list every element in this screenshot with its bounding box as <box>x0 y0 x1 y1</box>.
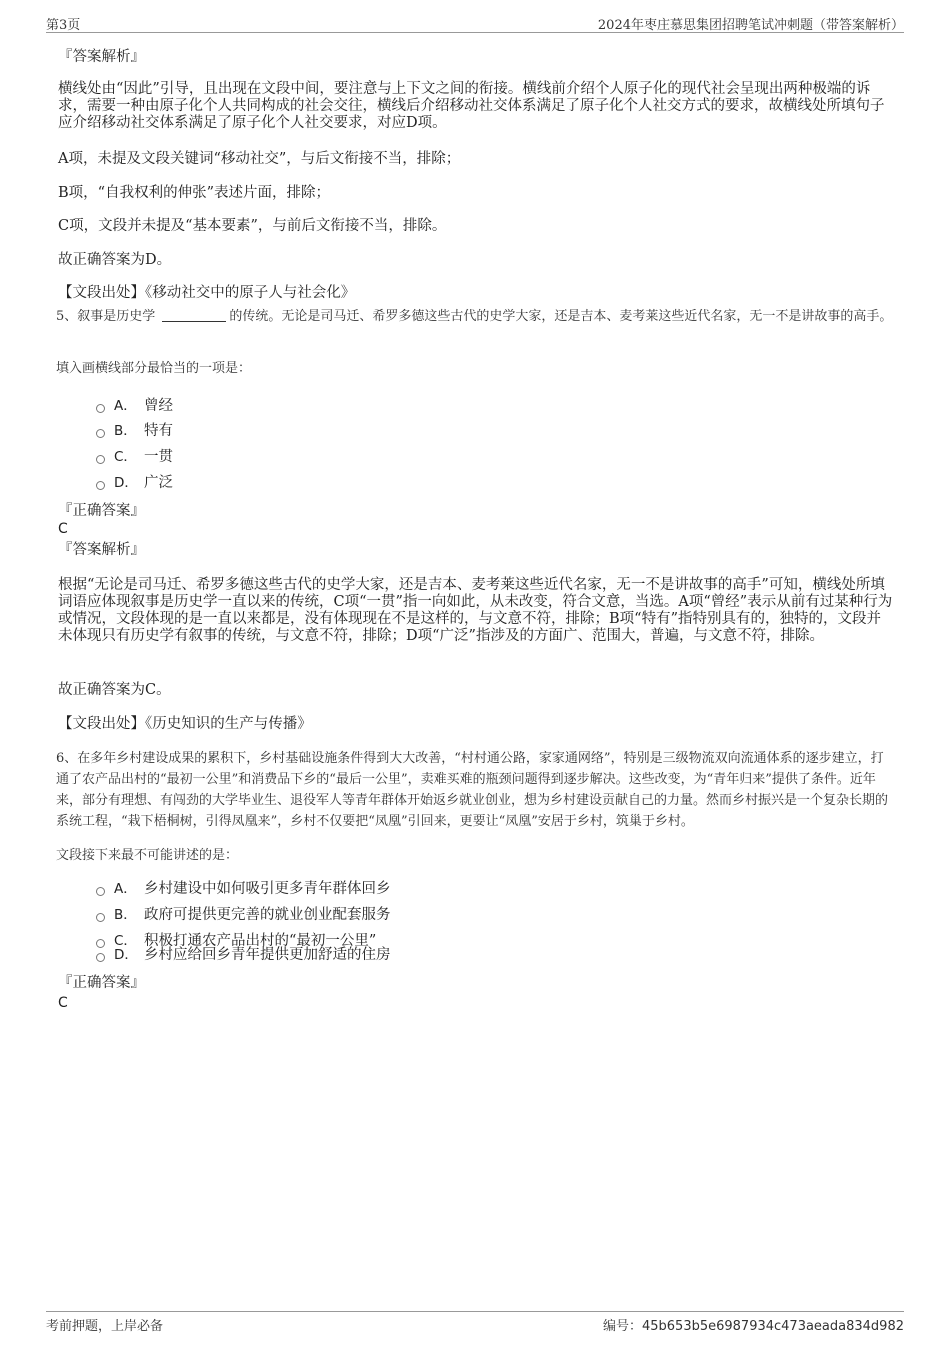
q5-correct-value: C <box>58 521 68 537</box>
radio-icon[interactable] <box>96 887 105 896</box>
page-footer <box>46 1311 904 1335</box>
q4-option-c-note: C项，文段并未提及“基本要素”，与前后文衔接不当，排除。 <box>58 218 447 234</box>
document-title: 2024年枣庄慕思集团招聘笔试冲刺题（带答案解析） <box>597 18 904 33</box>
radio-icon[interactable] <box>96 481 105 490</box>
q5-option-d[interactable]: D． 广泛 <box>96 474 173 492</box>
radio-icon[interactable] <box>96 953 105 962</box>
q6-correct-value: C <box>58 995 68 1011</box>
q4-analysis-text: 横线处由“因此”引导，且出现在文段中间，要注意与上下文之间的衔接。横线前介绍个人原子化的现代社会呈现出两种极端的诉求，需要一种由原子化个人共同构成的社会交往，横线后介绍移动社交体系满足了原子化个人社交方式的要求，故横线处所填句子应介绍移动社交体系满足了原子化个人社交要求，对应D项。 <box>58 81 885 131</box>
q6-correct-label: 『正确答案』 <box>58 975 145 991</box>
q5-option-b[interactable]: B． 特有 <box>96 422 173 440</box>
footer-slogan: 考前押题，上岸必备 <box>46 1319 164 1334</box>
q5-analysis-label: 『答案解析』 <box>58 542 145 558</box>
radio-icon[interactable] <box>96 455 105 464</box>
q5-option-c[interactable]: C． 一贯 <box>96 448 173 466</box>
q6-prompt: 文段接下来最不可能讲述的是： <box>56 848 239 863</box>
q5-stem <box>56 306 894 327</box>
q5-option-a[interactable]: A． 曾经 <box>96 397 173 415</box>
q4-option-b-note: B项，“自我权利的伸张”表述片面，排除； <box>58 185 330 201</box>
q4-conclusion: 故正确答案为D。 <box>58 252 172 268</box>
q6-option-d[interactable]: D． 乡村应给回乡青年提供更加舒适的住房 <box>96 946 391 964</box>
q6-option-a[interactable]: A． 乡村建设中如何吸引更多青年群体回乡 <box>96 880 391 898</box>
document-code <box>603 1315 904 1334</box>
q5-stem-before: 5、叙事是历史学 <box>56 309 156 324</box>
document-code-label: 编号： <box>602 1319 642 1334</box>
radio-icon[interactable] <box>96 404 105 413</box>
radio-icon[interactable] <box>96 429 105 438</box>
q6-stem: 6、在多年乡村建设成果的累积下，乡村基础设施条件得到大大改善，“村村通公路，家家通网络”，特别是三级物流双向流通体系的逐步建立，打通了农产品出村的“最初一公里”和消费品下乡的“最后一公里”，卖难买难的瓶颈问题得到逐步解决。这些改变，为“青年归来”提供了条件。近年来，部分有理想、有闯劲的大学毕业生、退役军人等青年群体开始返乡就业创业，想为乡村建设贡献自己的力量。然而乡村振兴是一个复杂长期的系统工程，“栽下梧桐树，引得凤凰来”，乡村不仅要把“凤凰”引回来，更要让“凤凰”安居于乡村，筑巢于乡村。 <box>56 751 889 829</box>
q4-source: 【文段出处】《移动社交中的原子人与社会化》 <box>58 285 356 301</box>
q5-conclusion: 故正确答案为C。 <box>58 682 171 698</box>
q6-option-c[interactable]: C． 积极打通农产品出村的“最初一公里” <box>96 932 376 950</box>
q6-option-b[interactable]: B． 政府可提供更完善的就业创业配套服务 <box>96 906 391 924</box>
q5-prompt: 填入画横线部分最恰当的一项是： <box>56 361 252 376</box>
page-header <box>46 14 904 33</box>
radio-icon[interactable] <box>96 913 105 922</box>
page-number: 第3页 <box>46 18 81 33</box>
q5-analysis-text: 根据“无论是司马迁、希罗多德这些古代的史学大家，还是吉本、麦考莱这些近代名家，无一不是讲故事的高手”可知，横线处所填词语应体现叙事是历史学一直以来的传统，C项“一贯”指一向如此，从未改变，符合文意，当选。A项“曾经”表示从前有过某种行为或情况，文段体现的是一直以来都是，没有体现现在不是这样的，与文意不符，排除；B项“特有”指特别具有的，独特的，文段并未体现只有历史学有叙事的传统，与文意不符，排除；D项“广泛”指涉及的方面广、范围大，普遍，与文意不符，排除。 <box>58 577 893 644</box>
q4-option-a-note: A项，未提及文段关键词“移动社交”，与后文衔接不当，排除； <box>58 151 461 167</box>
q5-blank <box>162 308 226 322</box>
q5-correct-label: 『正确答案』 <box>58 503 145 519</box>
q5-source: 【文段出处】《历史知识的生产与传播》 <box>58 716 312 732</box>
q4-analysis-label: 『答案解析』 <box>58 49 145 65</box>
document-code-value: 45b653b5e6987934c473aeada834d982 <box>641 1319 904 1334</box>
q5-stem-after: 的传统。无论是司马迁、希罗多德这些古代的史学大家，还是吉本、麦考莱这些近代名家，无一不是讲故事的高手。 <box>229 309 893 324</box>
